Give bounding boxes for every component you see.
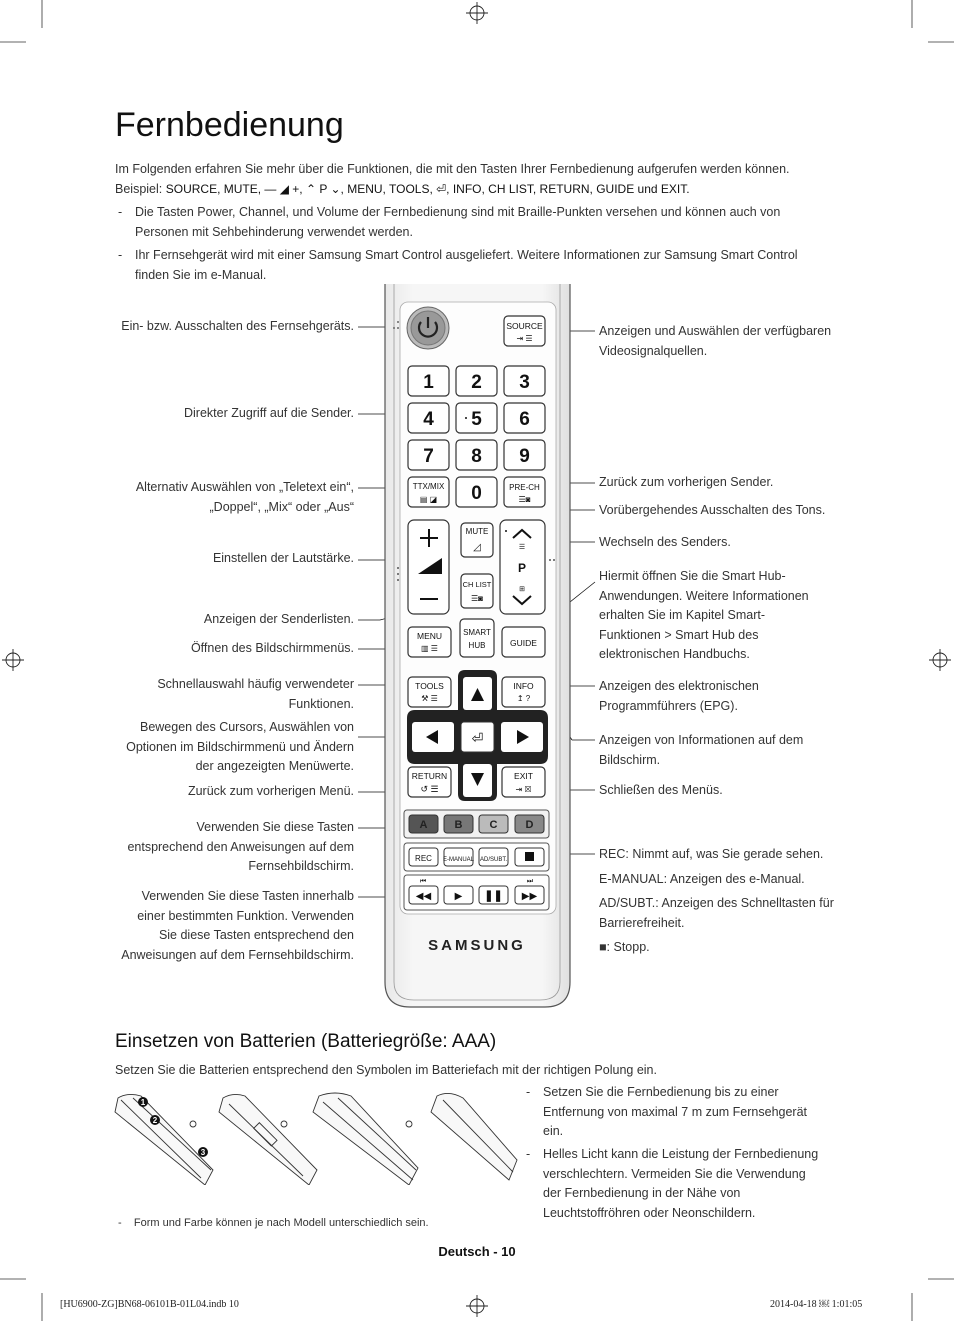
svg-text:7: 7 xyxy=(423,446,434,467)
label-chlist: Anzeigen der Senderlisten. xyxy=(203,612,354,626)
label-volume: Einstellen der Lautstärke. xyxy=(212,551,354,565)
label-menu: Öffnen des Bildschirmmenüs. xyxy=(190,641,354,655)
svg-text:0: 0 xyxy=(471,483,482,504)
return-icon: ↺ ☰ xyxy=(420,784,439,794)
key-7[interactable] xyxy=(408,440,449,470)
label-return: Zurück zum vorherigen Menü. xyxy=(187,784,354,798)
label-channel: Wechseln des Senders. xyxy=(599,535,731,549)
key-3[interactable] xyxy=(504,366,545,396)
key-9[interactable] xyxy=(504,440,545,470)
label-smarthub: Hiermit öffnen Sie die Smart Hub- Anwendungen. Weitere Informationen erhalten Sie im Kapitel Smart- Funktionen > Smart Hub des elektronischen Handbuchs. xyxy=(599,569,809,661)
source-button[interactable] xyxy=(504,316,545,346)
label-prech: Zurück zum vorherigen Sender. xyxy=(599,475,774,489)
enter-icon: ⏎ xyxy=(471,730,484,746)
e-manual-button[interactable] xyxy=(443,848,475,866)
rewind-button[interactable] xyxy=(409,886,438,904)
power-button[interactable] xyxy=(407,307,449,349)
label-info: Anzeigen von Informationen auf dem Bildschirm. xyxy=(599,733,804,767)
svg-text:4: 4 xyxy=(423,409,434,430)
source-icon: ⇥ ☰ xyxy=(516,334,533,343)
svg-text:1: 1 xyxy=(140,1098,146,1107)
key-a[interactable] xyxy=(409,815,438,833)
mute-button[interactable] xyxy=(461,523,493,557)
ttx-mix-button[interactable] xyxy=(408,477,449,507)
fast-forward-button[interactable] xyxy=(515,886,544,904)
label-playback: Verwenden Sie diese Tasten innerhalb einer bestimmten Funktion. Verwenden Sie diese Tasten entsprechend den Anweisungen auf dem Fernsehbildschirm. xyxy=(121,889,354,962)
menu-button[interactable] xyxy=(408,627,451,657)
page-number: Deutsch - 10 xyxy=(438,1244,516,1259)
chlist-icon: ☰◙ xyxy=(470,594,484,603)
key-d[interactable] xyxy=(515,815,544,833)
key-4[interactable] xyxy=(408,403,449,433)
footer-file: [HU6900-ZG]BN68-06101B-01L04.indb 10 xyxy=(60,1299,239,1310)
svg-text:2: 2 xyxy=(471,372,482,393)
play-icon: ▶ xyxy=(454,891,463,902)
return-button[interactable] xyxy=(408,767,451,797)
svg-text:A: A xyxy=(419,819,428,831)
pre-ch-button[interactable] xyxy=(504,477,545,507)
guide-button[interactable] xyxy=(502,627,545,657)
svg-text:PRE-CH: PRE-CH xyxy=(509,483,540,492)
key-5[interactable] xyxy=(456,403,497,433)
label-adsubt: AD/SUBT.: Anzeigen des Schnelltasten für Barrierefreiheit. xyxy=(599,896,834,930)
battery-note-distance: - Setzen Sie die Fernbedienung bis zu einer Entfernung von maximal 7 m zum Fernsehgerät ein. xyxy=(526,1085,808,1138)
svg-text:D: D xyxy=(525,819,534,831)
stop-button[interactable] xyxy=(515,848,544,866)
svg-text:5: 5 xyxy=(471,409,482,430)
svg-text:HUB: HUB xyxy=(468,641,486,650)
ch-down-sub-icon: ⊞ xyxy=(519,586,525,593)
rec-button[interactable] xyxy=(409,848,438,866)
bullet-smart-control: - Ihr Fernsehgerät wird mit einer Samsung Smart Control ausgeliefert. Weitere Informationen zur Samsung Smart Control finden Sie im e-Manual. xyxy=(118,248,798,282)
label-emanual: E-MANUAL: Anzeigen des e-Manual. xyxy=(599,872,805,886)
svg-text:E-MANUAL: E-MANUAL xyxy=(442,857,475,863)
color-keys xyxy=(404,810,549,838)
fast-forward-icon: ▶▶ xyxy=(521,891,538,902)
battery-note-light: - Helles Licht kann die Leistung der Fernbedienung verschlechtern. Vermeiden Sie die Verwendung der Fernbedienung in der Nähe von Leuchtstoffröhren oder Neonschildern. xyxy=(526,1147,819,1220)
stop-icon xyxy=(525,852,534,861)
svg-text:SOURCE: SOURCE xyxy=(506,321,543,331)
label-numbers: Direkter Zugriff auf die Sender. xyxy=(184,406,354,420)
battery-heading: Einsetzen von Batterien (Batteriegröße: AAA) xyxy=(115,1031,497,1052)
pause-button[interactable] xyxy=(479,886,508,904)
key-6[interactable] xyxy=(504,403,545,433)
nav-right-button[interactable] xyxy=(501,722,543,752)
info-icon: ↥ ? xyxy=(516,694,531,703)
svg-text:2: 2 xyxy=(152,1116,158,1125)
svg-text:EXIT: EXIT xyxy=(514,771,533,781)
nav-enter-button[interactable] xyxy=(461,722,494,752)
menu-icon: ▥ ☰ xyxy=(421,644,438,653)
svg-text:P: P xyxy=(517,561,527,575)
rewind-icon: ◀◀ xyxy=(415,891,432,902)
play-button[interactable] xyxy=(444,886,473,904)
nav-left-button[interactable] xyxy=(412,722,454,752)
channel-rocker[interactable] xyxy=(500,520,545,614)
svg-text:TOOLS: TOOLS xyxy=(415,681,444,691)
label-ttx: Alternativ Auswählen von „Teletext ein“, „Doppel“, „Mix“ oder „Aus“ xyxy=(135,480,354,514)
svg-text:C: C xyxy=(489,819,498,831)
key-1[interactable] xyxy=(408,366,449,396)
ch-up-sub-icon: ☰ xyxy=(518,544,526,551)
label-cursor: Bewegen des Cursors, Auswählen von Optionen im Bildschirmmenü und Ändern der angezeigten Menüwerte. xyxy=(126,720,354,773)
key-c[interactable] xyxy=(479,815,508,833)
key-0[interactable] xyxy=(456,477,497,507)
bullet-braille: - Die Tasten Power, Channel, und Volume der Fernbedienung sind mit Braille-Punkten versehen und können auch von Personen mit Sehbehinderung verwendet werden. xyxy=(118,205,781,239)
battery-intro: Setzen Sie die Batterien entsprechend den Symbolen im Batteriefach mit der richtigen Polung ein. xyxy=(115,1063,657,1077)
label-stop: ■: Stopp. xyxy=(599,940,650,954)
nav-down-button[interactable] xyxy=(463,764,492,797)
prech-icon: ☰◙ xyxy=(518,495,531,504)
svg-text:REC: REC xyxy=(415,854,432,863)
footer-timestamp: 2014-04-18 ￼ 1:01:05 xyxy=(770,1299,863,1310)
pause-icon: ❚❚ xyxy=(484,890,503,902)
svg-text:SMART: SMART xyxy=(463,628,491,637)
svg-text:3: 3 xyxy=(200,1148,206,1157)
svg-text:6: 6 xyxy=(519,409,530,430)
battery-illustration xyxy=(113,1090,523,1185)
label-tools: Schnellauswahl häufig verwendeter Funktionen. xyxy=(157,677,354,711)
key-8[interactable] xyxy=(456,440,497,470)
tools-button[interactable] xyxy=(408,677,451,707)
label-power: Ein- bzw. Ausschalten des Fernsehgeräts. xyxy=(121,319,354,333)
svg-text:AD/SUBT.: AD/SUBT. xyxy=(479,857,508,863)
intro-key-list: SOURCE, MUTE, — ◢ +, ⌃ P ⌄, MENU, TOOLS, ⏎, INFO, CH LIST, RETURN, GUIDE und EXIT. xyxy=(165,181,690,196)
ttx-icon: ▤ ◪ xyxy=(419,495,438,504)
svg-text:B: B xyxy=(454,819,463,831)
label-exit: Schließen des Menüs. xyxy=(599,783,723,797)
svg-text:TTX/MIX: TTX/MIX xyxy=(412,482,445,491)
key-b[interactable] xyxy=(444,815,473,833)
svg-text:1: 1 xyxy=(423,372,434,393)
svg-text:MUTE: MUTE xyxy=(465,527,489,536)
ch-list-button[interactable] xyxy=(461,574,493,608)
exit-button[interactable] xyxy=(502,767,545,797)
tools-icon: ⚒ ☰ xyxy=(421,694,438,703)
info-button[interactable] xyxy=(502,677,545,707)
samsung-logo: SAMSUNG xyxy=(428,937,526,954)
playback-keys xyxy=(404,875,549,910)
smart-hub-button[interactable] xyxy=(460,619,494,657)
function-keys xyxy=(404,843,549,871)
label-color-keys: Verwenden Sie diese Tasten entsprechend den Anweisungen auf dem Fernsehbildschirm. xyxy=(127,820,354,873)
svg-text:RETURN: RETURN xyxy=(411,771,448,781)
intro-example-prefix: Beispiel: xyxy=(115,181,163,196)
label-source: Anzeigen und Auswählen der verfügbaren Videosignalquellen. xyxy=(599,324,832,358)
exit-icon: ⇥ ☒ xyxy=(515,785,532,794)
label-guide: Anzeigen des elektronischen Programmführers (EPG). xyxy=(599,679,759,713)
remote-control xyxy=(380,282,575,1012)
page-title: Fernbedienung xyxy=(115,106,344,144)
volume-rocker[interactable] xyxy=(408,520,449,614)
svg-text:9: 9 xyxy=(519,446,530,467)
nav-up-button[interactable] xyxy=(463,677,492,710)
svg-text:INFO: INFO xyxy=(513,681,534,691)
ad-subt-button[interactable] xyxy=(479,848,508,866)
svg-text:MENU: MENU xyxy=(416,631,443,641)
label-mute: Vorübergehendes Ausschalten des Tons. xyxy=(599,503,826,517)
skip-back-icon: ⏮ xyxy=(419,878,427,885)
svg-text:8: 8 xyxy=(471,446,482,467)
battery-footnote: - Form und Farbe können je nach Modell unterschiedlich sein. xyxy=(118,1217,429,1229)
key-2[interactable] xyxy=(456,366,497,396)
svg-text:3: 3 xyxy=(519,372,530,393)
label-rec: REC: Nimmt auf, was Sie gerade sehen. xyxy=(599,847,824,861)
mute-icon: ◿ xyxy=(473,542,481,553)
intro-line-1: Im Folgenden erfahren Sie mehr über die Funktionen, die mit den Tasten Ihrer Fernbedienung aufgerufen werden können. xyxy=(115,162,790,176)
svg-text:GUIDE: GUIDE xyxy=(510,638,537,648)
svg-text:CH LIST: CH LIST xyxy=(462,580,492,589)
skip-forward-icon: ⏭ xyxy=(526,878,534,885)
